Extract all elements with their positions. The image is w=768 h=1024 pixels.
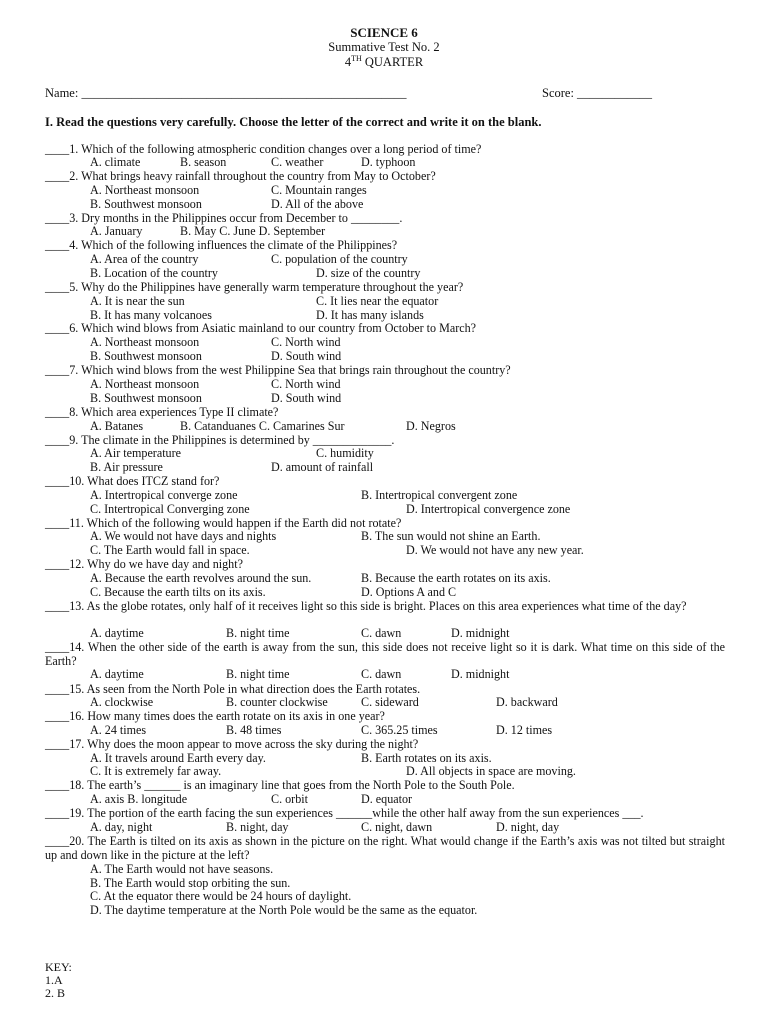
- question-11: ____11. Which of the following would happen if the Earth did not rotate?: [45, 516, 402, 530]
- q14-option-a: A. daytime: [90, 667, 144, 681]
- q18-option-c: C. orbit: [271, 792, 308, 806]
- instruction: I. Read the questions very carefully. Choose the letter of the correct and write it on the blank.: [45, 115, 542, 129]
- q12-option-b: B. Because the earth rotates on its axis.: [361, 571, 551, 585]
- q13-option-a: A. daytime: [90, 626, 144, 640]
- q17-option-b: B. Earth rotates on its axis.: [361, 751, 492, 765]
- q8-option-a: A. Batanes: [90, 419, 144, 433]
- q15-option-c: C. sideward: [361, 695, 419, 709]
- q16-option-d: D. 12 times: [496, 723, 553, 737]
- question-18: ____18. The earth’s ______ is an imaginary line that goes from the North Pole to the South Pole.: [45, 778, 515, 792]
- question-17: ____17. Why does the moon appear to move across the sky during the night?: [45, 737, 419, 751]
- q14-option-b: B. night time: [226, 667, 290, 681]
- question-15: ____15. As seen from the North Pole in what direction does the Earth rotates.: [45, 682, 421, 696]
- q17-option-c: C. It is extremely far away.: [90, 764, 222, 778]
- q10-option-c: C. Intertropical Converging zone: [90, 502, 250, 516]
- score-field[interactable]: Score: ____________: [542, 86, 653, 100]
- q19-option-c: C. night, dawn: [361, 820, 433, 834]
- q8-option-bc: B. Catanduanes C. Camarines Sur: [180, 419, 345, 433]
- question-14: ____14. When the other side of the earth is away from the sun, this side does not receive light so it is dark. What time on this side of the Earth?: [45, 640, 725, 668]
- q6-option-c: C. North wind: [271, 335, 341, 349]
- q7-option-a: A. Northeast monsoon: [90, 377, 200, 391]
- q11-option-a: A. We would not have days and nights: [90, 529, 277, 543]
- q6-option-a: A. Northeast monsoon: [90, 335, 200, 349]
- q2-option-d: D. All of the above: [271, 197, 364, 211]
- answer-key-item-2: 2. B: [45, 986, 66, 1000]
- q14-option-d: D. midnight: [451, 667, 510, 681]
- page-subtitle: Summative Test No. 2: [328, 40, 440, 54]
- q10-option-d: D. Intertropical convergence zone: [406, 502, 571, 516]
- question-9: ____9. The climate in the Philippines is determined by _____________.: [45, 433, 395, 447]
- quarter-number: 4: [344, 55, 352, 70]
- page-title: SCIENCE 6: [350, 25, 418, 40]
- q13-option-d: D. midnight: [451, 626, 510, 640]
- question-19: ____19. The portion of the earth facing the sun experiences ______while the other half away from the sun experiences ___.: [45, 806, 644, 820]
- q13-option-b: B. night time: [226, 626, 290, 640]
- q1-option-d: D. typhoon: [361, 155, 416, 169]
- q11-option-b: B. The sun would not shine an Earth.: [361, 529, 541, 543]
- q12-option-c: C. Because the earth tilts on its axis.: [90, 585, 266, 599]
- q5-option-b: B. It has many volcanoes: [90, 308, 212, 322]
- q4-option-b: B. Location of the country: [90, 266, 218, 280]
- q5-option-d: D. It has many islands: [316, 308, 424, 322]
- question-4: ____4. Which of the following influences the climate of the Philippines?: [45, 238, 398, 252]
- q16-option-b: B. 48 times: [226, 723, 282, 737]
- q15-option-a: A. clockwise: [90, 695, 154, 709]
- question-5: ____5. Why do the Philippines have generally warm temperature throughout the year?: [45, 280, 464, 294]
- q2-option-b: B. Southwest monsoon: [90, 197, 202, 211]
- q20-option-a: A. The Earth would not have seasons.: [90, 862, 274, 876]
- question-2: ____2. What brings heavy rainfall throughout the country from May to October?: [45, 169, 436, 183]
- q11-option-c: C. The Earth would fall in space.: [90, 543, 250, 557]
- q1-option-c: C. weather: [271, 155, 324, 169]
- q7-option-c: C. North wind: [271, 377, 341, 391]
- q3-option-bcd: B. May C. June D. September: [180, 224, 326, 238]
- question-10: ____10. What does ITCZ stand for?: [45, 474, 220, 488]
- q2-option-c: C. Mountain ranges: [271, 183, 367, 197]
- q17-option-a: A. It travels around Earth every day.: [90, 751, 266, 765]
- q10-option-b: B. Intertropical convergent zone: [361, 488, 518, 502]
- question-16: ____16. How many times does the earth rotate on its axis in one year?: [45, 709, 385, 723]
- q20-option-d: D. The daytime temperature at the North Pole would be the same as the equator.: [90, 903, 478, 917]
- q19-option-d: D. night, day: [496, 820, 560, 834]
- q15-option-d: D. backward: [496, 695, 558, 709]
- question-8: ____8. Which area experiences Type II climate?: [45, 405, 279, 419]
- q11-option-d: D. We would not have any new year.: [406, 543, 584, 557]
- quarter-label: [0, 54, 768, 70]
- q18-option-ab: A. axis B. longitude: [90, 792, 188, 806]
- q6-option-d: D. South wind: [271, 349, 342, 363]
- q19-option-b: B. night, day: [226, 820, 289, 834]
- q9-option-d: D. amount of rainfall: [271, 460, 374, 474]
- q1-option-a: A. climate: [90, 155, 141, 169]
- q12-option-d: D. Options A and C: [361, 585, 457, 599]
- q2-option-a: A. Northeast monsoon: [90, 183, 200, 197]
- q7-option-d: D. South wind: [271, 391, 342, 405]
- question-3: ____3. Dry months in the Philippines occur from December to ________.: [45, 211, 403, 225]
- q16-option-c: C. 365.25 times: [361, 723, 438, 737]
- q20-option-c: C. At the equator there would be 24 hours of daylight.: [90, 889, 352, 903]
- q4-option-d: D. size of the country: [316, 266, 421, 280]
- question-1: ____1. Which of the following atmospheric condition changes over a long period of time?: [45, 142, 482, 156]
- q9-option-b: B. Air pressure: [90, 460, 163, 474]
- q9-option-a: A. Air temperature: [90, 446, 182, 460]
- question-20: ____20. The Earth is tilted on its axis as shown in the picture on the right. What would change if the Earth’s axis was not tilted but straight up and down like in the picture at the left?: [45, 834, 725, 862]
- q19-option-a: A. day, night: [90, 820, 153, 834]
- q18-option-d: D. equator: [361, 792, 413, 806]
- q6-option-b: B. Southwest monsoon: [90, 349, 202, 363]
- q16-option-a: A. 24 times: [90, 723, 147, 737]
- question-7: ____7. Which wind blows from the west Philippine Sea that brings rain throughout the country?: [45, 363, 511, 377]
- question-13: ____13. As the globe rotates, only half of it receives light so this side is bright. Places on this area experiences what time of the day?: [45, 599, 687, 613]
- q3-option-a: A. January: [90, 224, 143, 238]
- q20-option-b: B. The Earth would stop orbiting the sun.: [90, 876, 291, 890]
- q12-option-a: A. Because the earth revolves around the sun.: [90, 571, 312, 585]
- answer-key-title: KEY:: [45, 960, 72, 974]
- q7-option-b: B. Southwest monsoon: [90, 391, 202, 405]
- answer-key-item-1: 1.A: [45, 973, 63, 987]
- q17-option-d: D. All objects in space are moving.: [406, 764, 576, 778]
- q14-option-c: C. dawn: [361, 667, 402, 681]
- name-field[interactable]: Name: ____________________________________________________: [45, 86, 407, 100]
- question-12: ____12. Why do we have day and night?: [45, 557, 243, 571]
- q5-option-c: C. It lies near the equator: [316, 294, 439, 308]
- quarter-superscript: TH: [351, 54, 362, 63]
- question-6: ____6. Which wind blows from Asiatic mainland to our country from October to March?: [45, 321, 477, 335]
- q15-option-b: B. counter clockwise: [226, 695, 328, 709]
- q10-option-a: A. Intertropical converge zone: [90, 488, 238, 502]
- q5-option-a: A. It is near the sun: [90, 294, 185, 308]
- quarter-word: QUARTER: [361, 55, 424, 70]
- q9-option-c: C. humidity: [316, 446, 374, 460]
- q8-option-d: D. Negros: [406, 419, 456, 433]
- q1-option-b: B. season: [180, 155, 227, 169]
- q4-option-a: A. Area of the country: [90, 252, 199, 266]
- q13-option-c: C. dawn: [361, 626, 402, 640]
- q4-option-c: C. population of the country: [271, 252, 408, 266]
